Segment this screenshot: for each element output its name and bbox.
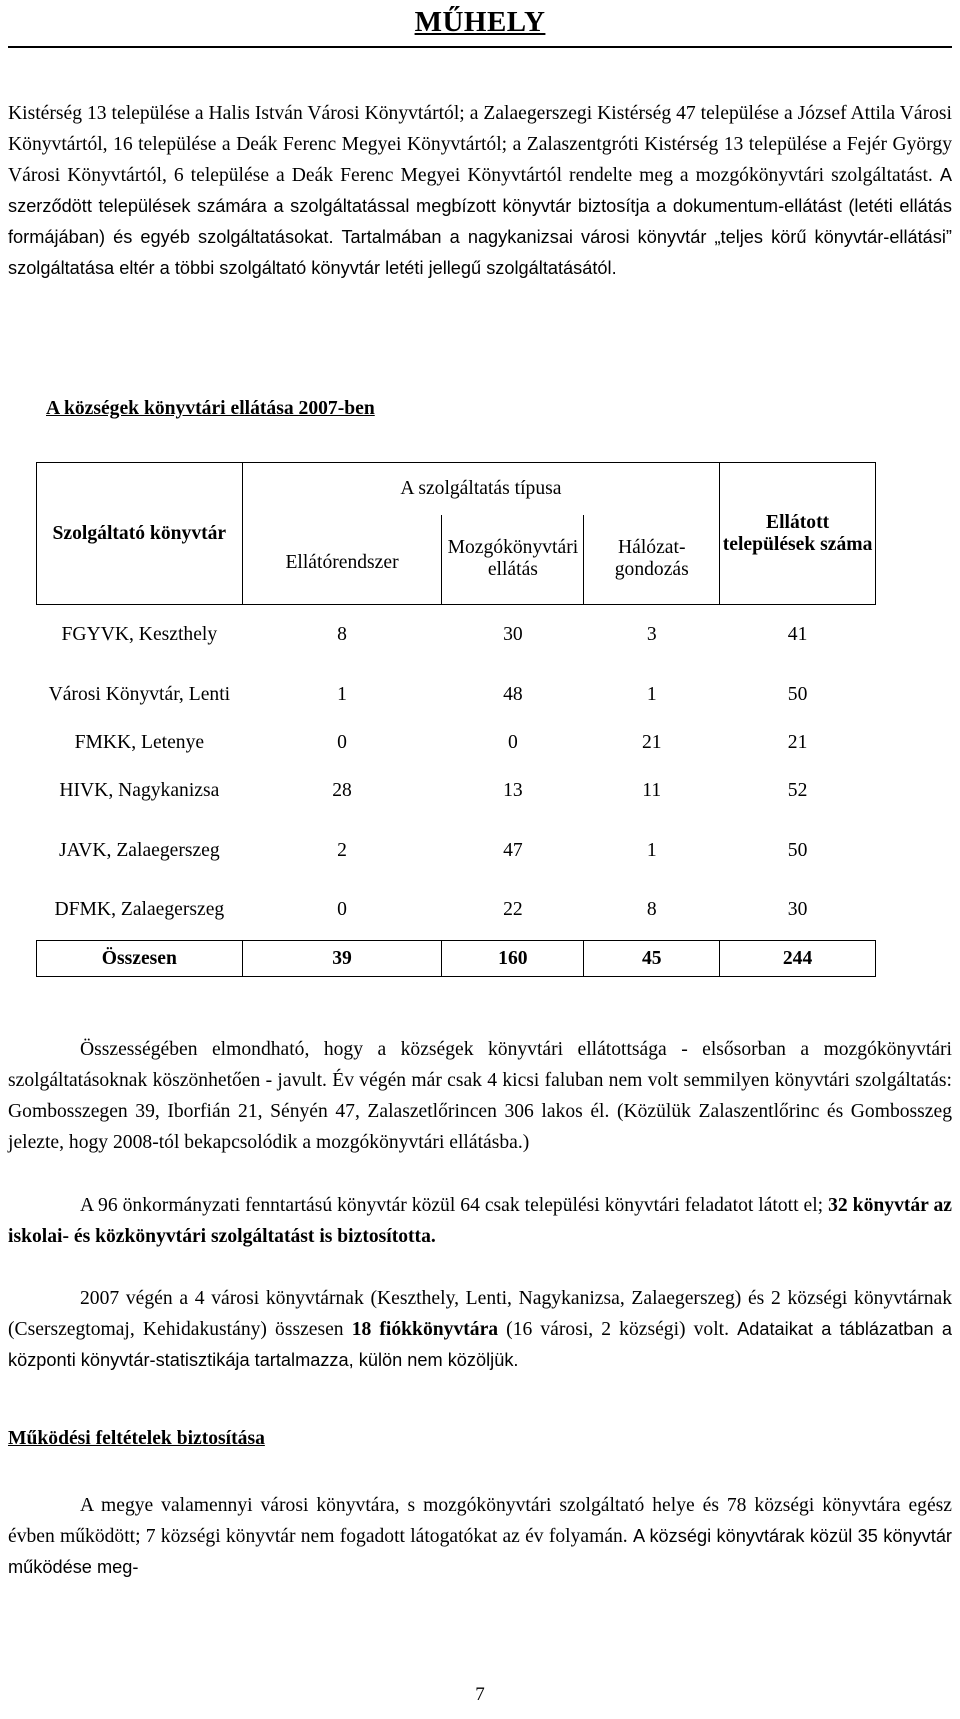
table-row [37, 821, 876, 881]
total-count: 244 [720, 941, 876, 977]
header-system: Ellátórendszer [242, 515, 442, 605]
row-system: 0 [337, 899, 347, 921]
total-row [37, 941, 876, 977]
row-system: 8 [337, 623, 347, 645]
total-network: 45 [584, 941, 720, 977]
row-provider: HIVK, Nagykanizsa [59, 779, 220, 801]
summary-p3-bold: 18 fiókkönyvtára [351, 1319, 499, 1340]
summary-p3-text-2: (16 városi, 2 községi) volt. [506, 1319, 730, 1340]
row-count: 41 [787, 623, 808, 645]
table-row [37, 761, 876, 821]
header-mobile: Mozgókönyvtári ellátás [442, 515, 584, 605]
summary-p2-bold: 32 könyvtár az iskolai- és közkönyvtári szolgáltatást is biztosította. [8, 1195, 953, 1247]
row-count: 52 [787, 779, 808, 801]
row-network: 21 [641, 731, 662, 753]
header-network: Hálózat-gondozás [584, 515, 720, 605]
header-service-type: A szolgáltatás típusa [242, 463, 719, 515]
header-rule [8, 46, 952, 48]
table-row [37, 605, 876, 665]
table-row [37, 881, 876, 941]
row-system: 0 [337, 731, 347, 753]
row-system: 2 [337, 839, 347, 861]
row-network: 3 [646, 623, 657, 645]
summary-paragraph-3 [8, 1283, 952, 1376]
summary-p2-text: A 96 önkormányzati fenntartású könyvtár közül 64 csak települési könyvtári feladatot látott el; [80, 1195, 824, 1216]
summary-paragraph-1 [8, 1034, 952, 1158]
row-provider: DFMK, Zalaegerszeg [54, 899, 225, 921]
row-mobile: 13 [503, 779, 523, 801]
total-system: 39 [242, 941, 442, 977]
intro-part2: A szerződött települések számára a szolgáltatással megbízott könyvtár biztosítja a dokumentum-ellátást (letéti ellátás formájában) és egyéb szolgáltatásokat. [8, 165, 952, 247]
library-supply-table [36, 462, 876, 977]
row-network: 11 [642, 779, 662, 801]
row-system: 1 [337, 683, 347, 705]
table-row [37, 665, 876, 725]
header-title: MŰHELY [414, 6, 546, 38]
row-mobile: 0 [507, 731, 518, 753]
row-mobile: 22 [503, 899, 523, 921]
row-count: 50 [787, 683, 808, 705]
row-provider: Városi Könyvtár, Lenti [48, 683, 231, 705]
intro-paragraph [8, 98, 952, 284]
row-mobile: 48 [503, 683, 523, 705]
row-network: 1 [646, 839, 657, 861]
table-title: A községek könyvtári ellátása 2007-ben [46, 398, 375, 419]
row-count: 30 [787, 899, 808, 921]
header-provider: Szolgáltató könyvtár [37, 463, 243, 605]
summary-p1-text: Összességében elmondható, hogy a községek könyvtári ellátottsága - elsősorban a mozgókönyvtári szolgáltatásoknak köszönhetően - javult. Év végén már csak 4 kicsi faluban nem volt semmilyen könyvtári szolgáltatás: Gombosszegen 39, Iborfián 21, Sényén 47, Zalaszetlőrincen 306 lakos él. (Közülük Zalaszentlőrinc és Gombosszeg jelezte, hogy 2008-tól bekapcsolódik a mozgókönyvtári ellátásba.) [8, 1039, 952, 1153]
operating-text-2: A községi könyvtárak közül 35 könyvtár működése meg- [8, 1526, 952, 1577]
summary-p3-text-3: Adataikat a táblázatban a központi könyvtár-statisztikája tartalmazza, külön nem közöljük. [8, 1319, 952, 1370]
row-provider: FMKK, Letenye [74, 731, 205, 753]
summary-p3-text: 2007 végén a 4 városi könyvtárnak (Keszthely, Lenti, Nagykanizsa, Zalaegerszeg) és 2 községi könyvtárnak (Cserszegtomaj, Kehidakustány) összesen [8, 1288, 952, 1340]
operating-text: A megye valamennyi városi könyvtára, s mozgókönyvtári szolgáltató helye és 78 községi könyvtára egész évben működött; 7 községi könyvtár nem fogadott látogatókat az év folyamán. [8, 1495, 952, 1547]
row-network: 1 [646, 683, 657, 705]
page-number: 7 [475, 1684, 485, 1705]
row-provider: JAVK, Zalaegerszeg [58, 839, 220, 861]
summary-paragraph-2 [8, 1190, 952, 1252]
table-row [37, 725, 876, 761]
row-system: 28 [332, 779, 352, 801]
intro-part3: Tartalmában a nagykanizsai városi könyvtár „teljes körű könyvtár-ellátási” szolgáltatása eltér a többi szolgáltató könyvtár letéti jellegű szolgáltatásától. [8, 227, 952, 278]
total-label: Összesen [37, 941, 243, 977]
operating-paragraph [8, 1490, 952, 1583]
header-count: Ellátott települések száma [720, 463, 876, 605]
operating-title: Működési feltételek biztosítása [8, 1428, 265, 1449]
row-count: 50 [787, 839, 808, 861]
row-mobile: 47 [503, 839, 523, 861]
row-mobile: 30 [503, 623, 523, 645]
row-provider: FGYVK, Keszthely [61, 623, 218, 645]
row-count: 21 [787, 731, 808, 753]
total-mobile: 160 [442, 941, 584, 977]
row-network: 8 [646, 899, 657, 921]
intro-part1: Kistérség 13 települése a Halis István Városi Könyvtártól; a Zalaegerszegi Kistérség 47 települése a József Attila Városi Könyvtártól, 16 települése a Deák Ferenc Megyei Könyvtártól; a Zalaszentgróti Kistérség 13 települése a Fejér György Városi Könyvtártól, 6 települése a Deák Ferenc Megyei Könyvtártól rendelte meg a mozgókönyvtári szolgáltatást. [8, 103, 952, 186]
